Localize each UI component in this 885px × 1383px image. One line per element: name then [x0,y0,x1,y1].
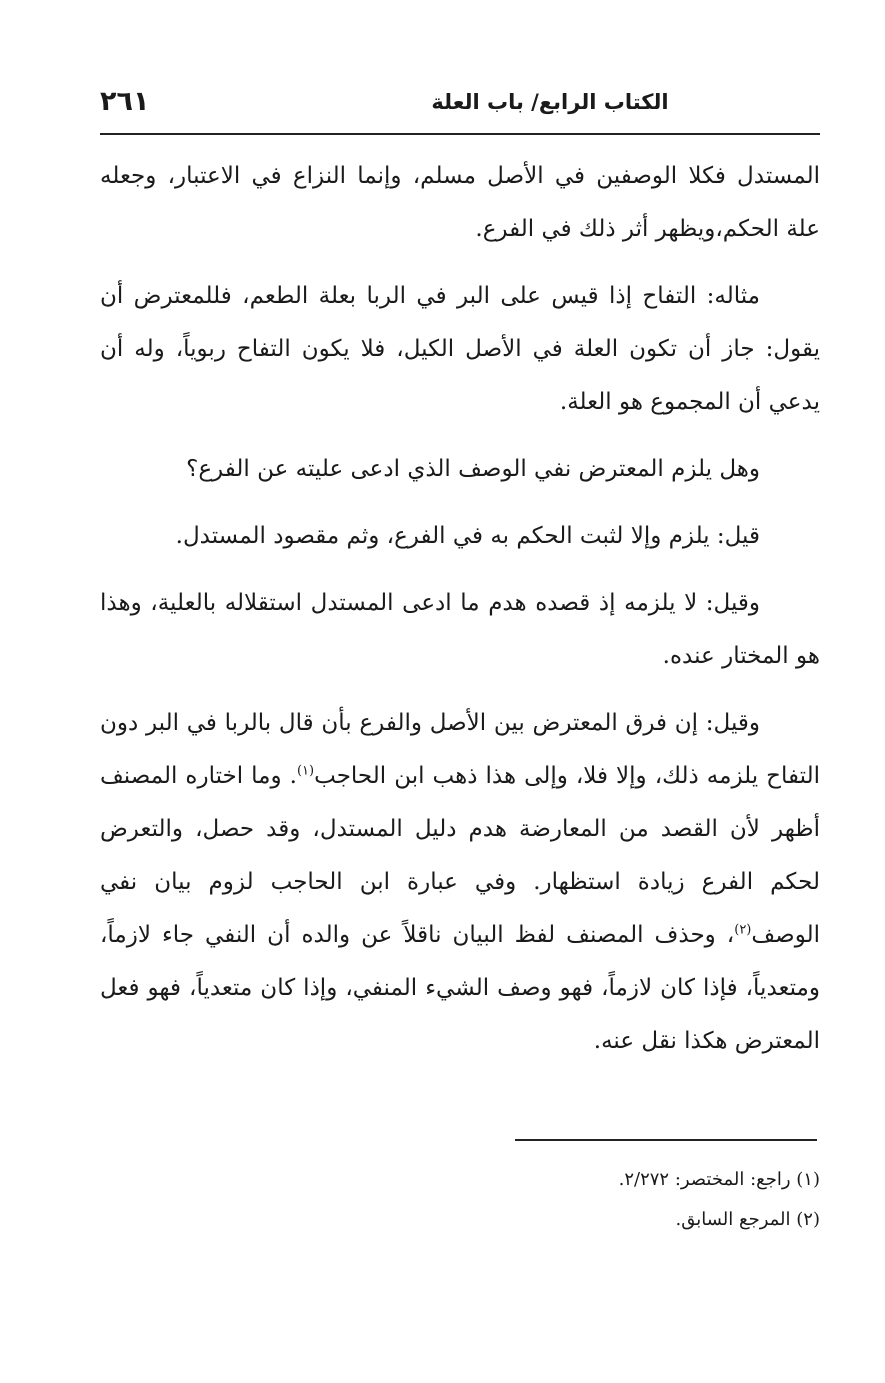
paragraph-6-part-1: وقيل: إن فرق المعترض بين الأصل والفرع بأن قال بالربا في البر دون التفاح يلزمه ذلك، وإلا فلا، وإلى هذا ذهب ابن الحاجب [100,710,821,789]
header-rule [100,133,820,135]
paragraph-1: المستدل فكلا الوصفين في الأصل مسلم، وإنما النزاع في الاعتبار، وجعله علة الحكم،ويظهر أثر ذلك في الفرع. [100,163,820,242]
running-title: الكتاب الرابع/ باب العلة [431,90,669,114]
paragraph-3: وهل يلزم المعترض نفي الوصف الذي ادعى عليته عن الفرع؟ [186,456,760,482]
page-number: ٢٦١ [100,86,150,117]
paragraph-6-part-3: ، وحذف المصنف لفظ البيان ناقلاً عن والده أن النفي جاء لازماً، ومتعدياً، فإذا كان لازماً، فهو وصف الشيء المنفي، وإذا كان متعدياً، فهو فعل المعترض هكذا نقل عنه. [100,922,820,1054]
footnote-separator [515,1139,817,1141]
footnote-1: (١) راجع: المختصر: ٢/٢٧٢. [618,1169,820,1190]
footnotes [100,1160,820,1240]
paragraph-6-part-2: . وما اختاره المصنف أظهر لأن القصد من المعارضة هدم دليل المستدل، وقد حصل، والتعرض لحكم الفرع زيادة استظهار. وفي عبارة ابن الحاجب لزوم بيان نفي الوصف [100,763,820,948]
footnote-2: (٢) المرجع السابق. [675,1209,820,1230]
page-header [100,84,820,124]
paragraph-6 [100,697,820,1068]
paragraph-5: وقيل: لا يلزمه إذ قصده هدم ما ادعى المستدل استقلاله بالعلية، وهذا هو المختار عنده. [100,590,820,669]
footnote-ref-2[interactable]: (٢) [734,922,752,938]
paragraph-4: قيل: يلزم وإلا لثبت الحكم به في الفرع، وثم مقصود المستدل. [175,523,760,549]
main-text [100,150,820,1082]
paragraph-2: مثاله: التفاح إذا قيس على البر في الربا بعلة الطعم، فللمعترض أن يقول: جاز أن تكون العلة في الأصل الكيل، فلا يكون التفاح ربوياً، وله أن يدعي أن المجموع هو العلة. [100,283,820,415]
footnote-ref-1[interactable]: (١) [296,763,315,779]
